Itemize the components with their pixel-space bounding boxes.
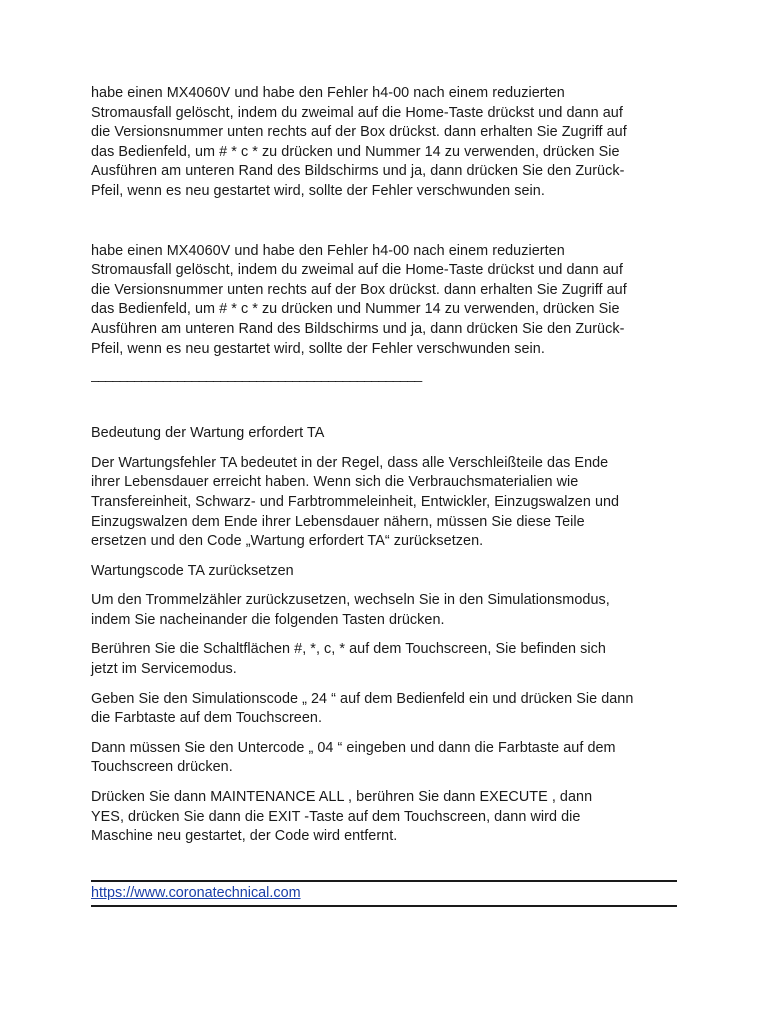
section-heading: Bedeutung der Wartung erfordert TA (91, 425, 325, 442)
paragraph-ta-meaning: Der Wartungsfehler TA bedeutet in der Regel, dass alle Verschleißteile das Ende ihrer Lebensdauer erreicht haben. Wenn sich die Verbrauchsmaterialien wie Transfereinheit, Schwarz- und Farbtrommeleinheit, Entwickler, Einzugswalzen und Einzugswalzen dem Ende ihrer Lebensdauer nähern, müssen Sie diese Teile ersetzen und den Code „Wartung erfordert TA“ zurücksetzen. (91, 454, 620, 550)
document-body (91, 84, 681, 847)
section-subheading: Wartungscode TA zurücksetzen (91, 562, 294, 579)
paragraph-step-subcode: Dann müssen Sie den Untercode „ 04 “ eingeben und dann die Farbtaste auf dem Touchscreen drücken. (91, 739, 616, 776)
paragraph-step-maintenance-all: Drücken Sie dann MAINTENANCE ALL , berühren Sie dann EXECUTE , dann YES, drücken Sie dann die EXIT -Taste auf dem Touchscreen, dann wird die Maschine neu gestartet, der Code wird entfernt. (91, 789, 593, 845)
paragraph-step-touch-keys: Berühren Sie die Schaltflächen #, *, c, * auf dem Touchscreen, Sie befinden sich jetzt im Servicemodus. (91, 641, 606, 678)
paragraph-fix-h4-00: habe einen MX4060V und habe den Fehler h4-00 nach einem reduzierten Stromausfall gelöscht, indem du zweimal auf die Home-Taste drückst und dann auf die Versionsnummer unten rechts auf der Box drückst. dann erhalten Sie Zugriff auf das Bedienfeld, um # * c * zu drücken und Nummer 14 zu verwenden, drücken Sie Ausführen am unteren Rand des Bildschirms und ja, dann drücken Sie den Zurück- Pfeil, wenn es neu gestartet wird, sollte der Fehler verschwunden sein. (91, 85, 627, 199)
paragraph-step-sim-code: Geben Sie den Simulationscode „ 24 “ auf dem Bedienfeld ein und drücken Sie dann die Farbtaste auf dem Touchscreen. (91, 690, 634, 727)
separator-line: ______________________________________________ (91, 366, 422, 383)
coronatechnical-link[interactable]: https://www.coronatechnical.com (91, 885, 301, 901)
paragraph-fix-h4-00-repeat: habe einen MX4060V und habe den Fehler h4-00 nach einem reduzierten Stromausfall gelöscht, indem du zweimal auf die Home-Taste drückst und dann auf die Versionsnummer unten rechts auf der Box drückst. dann erhalten Sie Zugriff auf das Bedienfeld, um # * c * zu drücken und Nummer 14 zu verwenden, drücken Sie Ausführen am unteren Rand des Bildschirms und ja, dann drücken Sie den Zurück- Pfeil, wenn es neu gestartet wird, sollte der Fehler verschwunden sein. (91, 242, 627, 357)
paragraph-reset-intro: Um den Trommelzähler zurückzusetzen, wechseln Sie in den Simulationsmodus, indem Sie nacheinander die folgenden Tasten drücken. (91, 592, 610, 628)
link-block (91, 880, 677, 907)
